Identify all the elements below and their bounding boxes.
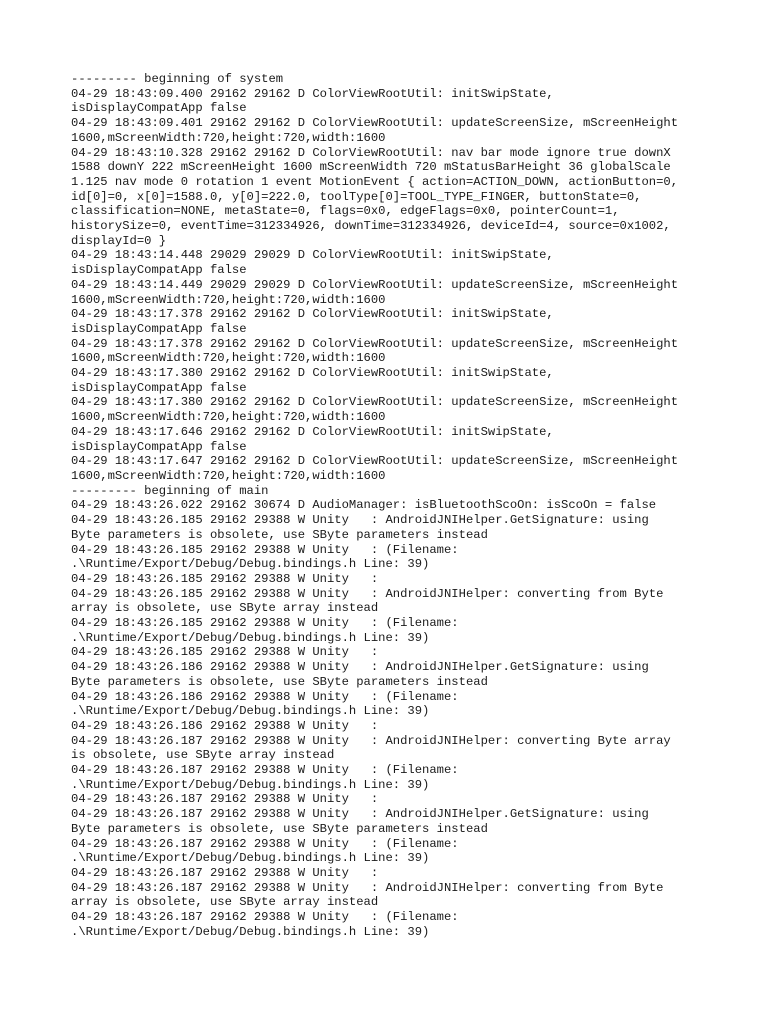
log-line: 04-29 18:43:26.185 29162 29388 W Unity : xyxy=(71,645,379,660)
log-line: 04-29 18:43:09.400 29162 29162 D ColorViewRootUtil: initSwipState, xyxy=(71,86,554,101)
log-line: Byte parameters is obsolete, use SByte parameters instead xyxy=(71,674,488,689)
log-line: .\Runtime/Export/Debug/Debug.bindings.h Line: 39) xyxy=(71,704,430,719)
log-line: 04-29 18:43:26.186 29162 29388 W Unity : xyxy=(71,718,379,733)
log-line: isDisplayCompatApp false xyxy=(71,380,247,395)
log-line: id[0]=0, x[0]=1588.0, y[0]=222.0, toolType[0]=TOOL_TYPE_FINGER, buttonState=0, xyxy=(71,189,642,204)
log-line: .\Runtime/Export/Debug/Debug.bindings.h Line: 39) xyxy=(71,557,430,572)
log-line: 04-29 18:43:26.022 29162 30674 D AudioManager: isBluetoothScoOn: isScoOn = false xyxy=(71,498,657,513)
log-line: isDisplayCompatApp false xyxy=(71,263,247,278)
log-line: Byte parameters is obsolete, use SByte parameters instead xyxy=(71,821,488,836)
log-line: .\Runtime/Export/Debug/Debug.bindings.h Line: 39) xyxy=(71,924,430,939)
log-line: 1600,mScreenWidth:720,height:720,width:1600 xyxy=(71,351,386,366)
log-line: isDisplayCompatApp false xyxy=(71,321,247,336)
log-line: is obsolete, use SByte array instead xyxy=(71,748,335,763)
log-line: --------- beginning of main xyxy=(71,483,269,498)
log-line: --------- beginning of system xyxy=(71,72,284,86)
log-line: 04-29 18:43:09.401 29162 29162 D ColorViewRootUtil: updateScreenSize, mScreenHeight xyxy=(71,116,679,131)
log-line: 04-29 18:43:26.185 29162 29388 W Unity : AndroidJNIHelper.GetSignature: using xyxy=(71,513,649,528)
log-line: 04-29 18:43:26.186 29162 29388 W Unity : (Filename: xyxy=(71,689,459,704)
log-line: Byte parameters is obsolete, use SByte parameters instead xyxy=(71,527,488,542)
log-line: 04-29 18:43:17.380 29162 29162 D ColorViewRootUtil: updateScreenSize, mScreenHeight xyxy=(71,395,679,410)
log-line: 1.125 nav mode 0 rotation 1 event MotionEvent { action=ACTION_DOWN, actionButton=0, xyxy=(71,174,679,189)
log-line: 04-29 18:43:26.187 29162 29388 W Unity : AndroidJNIHelper.GetSignature: using xyxy=(71,807,649,822)
log-line: 1600,mScreenWidth:720,height:720,width:1600 xyxy=(71,410,386,425)
log-line: 04-29 18:43:17.646 29162 29162 D ColorViewRootUtil: initSwipState, xyxy=(71,424,554,439)
log-line: 04-29 18:43:10.328 29162 29162 D ColorViewRootUtil: nav bar mode ignore true downX xyxy=(71,145,671,160)
log-line: 04-29 18:43:17.647 29162 29162 D ColorViewRootUtil: updateScreenSize, mScreenHeight xyxy=(71,454,679,469)
log-line: 1588 downY 222 mScreenHeight 1600 mScreenWidth 720 mStatusBarHeight 36 globalScale xyxy=(71,160,671,175)
log-line: 1600,mScreenWidth:720,height:720,width:1600 xyxy=(71,468,386,483)
log-line: .\Runtime/Export/Debug/Debug.bindings.h Line: 39) xyxy=(71,851,430,866)
log-line: historySize=0, eventTime=312334926, downTime=312334926, deviceId=4, source=0x1002, xyxy=(71,219,671,234)
log-line: 04-29 18:43:26.187 29162 29388 W Unity : (Filename: xyxy=(71,836,459,851)
log-line: 04-29 18:43:26.187 29162 29388 W Unity : xyxy=(71,865,379,880)
log-line: 04-29 18:43:26.187 29162 29388 W Unity : (Filename: xyxy=(71,763,459,778)
log-line: 04-29 18:43:17.378 29162 29162 D ColorViewRootUtil: updateScreenSize, mScreenHeight xyxy=(71,336,679,351)
log-line: isDisplayCompatApp false xyxy=(71,439,247,454)
log-line: .\Runtime/Export/Debug/Debug.bindings.h Line: 39) xyxy=(71,630,430,645)
log-line: 04-29 18:43:26.187 29162 29388 W Unity : xyxy=(71,792,379,807)
log-line: 04-29 18:43:26.185 29162 29388 W Unity : (Filename: xyxy=(71,616,459,631)
log-line: 04-29 18:43:17.380 29162 29162 D ColorViewRootUtil: initSwipState, xyxy=(71,366,554,381)
log-line: 04-29 18:43:17.378 29162 29162 D ColorViewRootUtil: initSwipState, xyxy=(71,307,554,322)
log-line: 1600,mScreenWidth:720,height:720,width:1600 xyxy=(71,130,386,145)
log-line: 04-29 18:43:26.187 29162 29388 W Unity : AndroidJNIHelper: converting Byte array xyxy=(71,733,671,748)
log-line: 04-29 18:43:26.185 29162 29388 W Unity : xyxy=(71,571,379,586)
log-line: .\Runtime/Export/Debug/Debug.bindings.h Line: 39) xyxy=(71,777,430,792)
log-line: array is obsolete, use SByte array instead xyxy=(71,895,379,910)
log-document xyxy=(71,72,731,939)
log-line: 04-29 18:43:26.185 29162 29388 W Unity : (Filename: xyxy=(71,542,459,557)
log-line: 04-29 18:43:26.185 29162 29388 W Unity : AndroidJNIHelper: converting from Byte xyxy=(71,586,664,601)
log-line: classification=NONE, metaState=0, flags=0x0, edgeFlags=0x0, pointerCount=1, xyxy=(71,204,620,219)
log-line: 04-29 18:43:26.187 29162 29388 W Unity : (Filename: xyxy=(71,910,459,925)
log-line: 04-29 18:43:14.448 29029 29029 D ColorViewRootUtil: initSwipState, xyxy=(71,248,554,263)
log-line: array is obsolete, use SByte array instead xyxy=(71,601,379,616)
log-line: 04-29 18:43:14.449 29029 29029 D ColorViewRootUtil: updateScreenSize, mScreenHeight xyxy=(71,277,679,292)
log-line: displayId=0 } xyxy=(71,233,167,248)
log-line: 04-29 18:43:26.186 29162 29388 W Unity : AndroidJNIHelper.GetSignature: using xyxy=(71,660,649,675)
log-line: isDisplayCompatApp false xyxy=(71,101,247,116)
log-line: 04-29 18:43:26.187 29162 29388 W Unity : AndroidJNIHelper: converting from Byte xyxy=(71,880,664,895)
log-line: 1600,mScreenWidth:720,height:720,width:1600 xyxy=(71,292,386,307)
